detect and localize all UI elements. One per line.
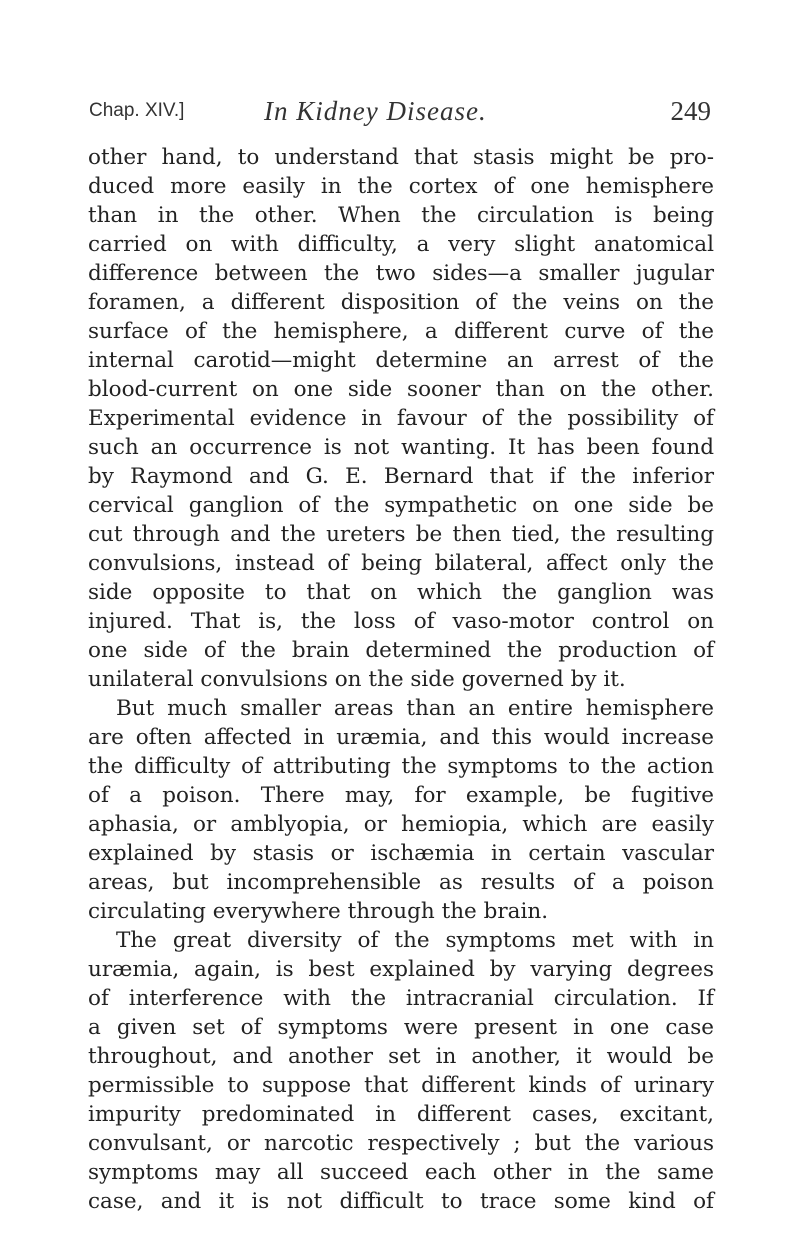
text-line: duced more easily in the cortex of one hemisphere [88, 174, 714, 199]
text-line: a given set of symptoms were present in one case [88, 1015, 714, 1040]
text-line: of interference with the intracranial circulation. If [88, 986, 714, 1011]
text-line: of a poison. There may, for example, be fugitive [88, 783, 714, 808]
text-line: internal carotid—might determine an arrest of the [88, 348, 714, 373]
text-line: one side of the brain determined the production of [88, 638, 714, 663]
text-line: the difficulty of attributing the symptoms to the action [88, 754, 714, 779]
text-line: than in the other. When the circulation is being [88, 203, 714, 228]
text-line: But much smaller areas than an entire hemisphere [116, 696, 714, 721]
running-title: In Kidney Disease. [264, 96, 487, 126]
text-line: unilateral convulsions on the side governed by it. [88, 667, 626, 692]
text-line: blood-current on one side sooner than on the other. [88, 377, 714, 402]
text-line: such an occurrence is not wanting. It has been found [88, 435, 714, 460]
body-text [88, 143, 714, 1216]
text-line: side opposite to that on which the ganglion was [88, 580, 714, 605]
page-number: 249 [670, 96, 711, 126]
text-line: impurity predominated in different cases, excitant, [88, 1102, 714, 1127]
text-line: Experimental evidence in favour of the possibility of [88, 406, 714, 431]
running-header [89, 96, 711, 130]
text-line: cervical ganglion of the sympathetic on one side be [88, 493, 714, 518]
text-line: explained by stasis or ischæmia in certain vascular [88, 841, 714, 866]
text-line: permissible to suppose that different kinds of urinary [88, 1073, 714, 1098]
text-line: areas, but incomprehensible as results of a poison [88, 870, 714, 895]
text-line: difference between the two sides—a smaller jugular [88, 261, 714, 286]
text-line: injured. That is, the loss of vaso-motor control on [88, 609, 714, 634]
text-line: uræmia, again, is best explained by varying degrees [88, 957, 714, 982]
text-line: convulsions, instead of being bilateral, affect only the [88, 551, 714, 576]
text-line: carried on with difficulty, a very slight anatomical [88, 232, 714, 257]
text-line: case, and it is not difficult to trace some kind of [88, 1189, 714, 1214]
text-line: other hand, to understand that stasis might be pro- [88, 145, 714, 170]
text-line: circulating everywhere through the brain. [88, 899, 549, 924]
text-line: aphasia, or amblyopia, or hemiopia, which are easily [88, 812, 714, 837]
text-line: surface of the hemisphere, a different curve of the [88, 319, 714, 344]
text-line: convulsant, or narcotic respectively ; but the various [88, 1131, 714, 1156]
text-line: The great diversity of the symptoms met with in [116, 928, 714, 953]
text-line: are often affected in uræmia, and this would increase [88, 725, 714, 750]
chapter-label: Chap. XIV.] [89, 100, 185, 121]
text-line: throughout, and another set in another, it would be [88, 1044, 714, 1069]
text-line: by Raymond and G. E. Bernard that if the inferior [88, 464, 714, 489]
text-line: symptoms may all succeed each other in the same [88, 1160, 714, 1185]
text-line: cut through and the ureters be then tied, the resulting [88, 522, 714, 547]
text-line: foramen, a different disposition of the veins on the [88, 290, 714, 315]
